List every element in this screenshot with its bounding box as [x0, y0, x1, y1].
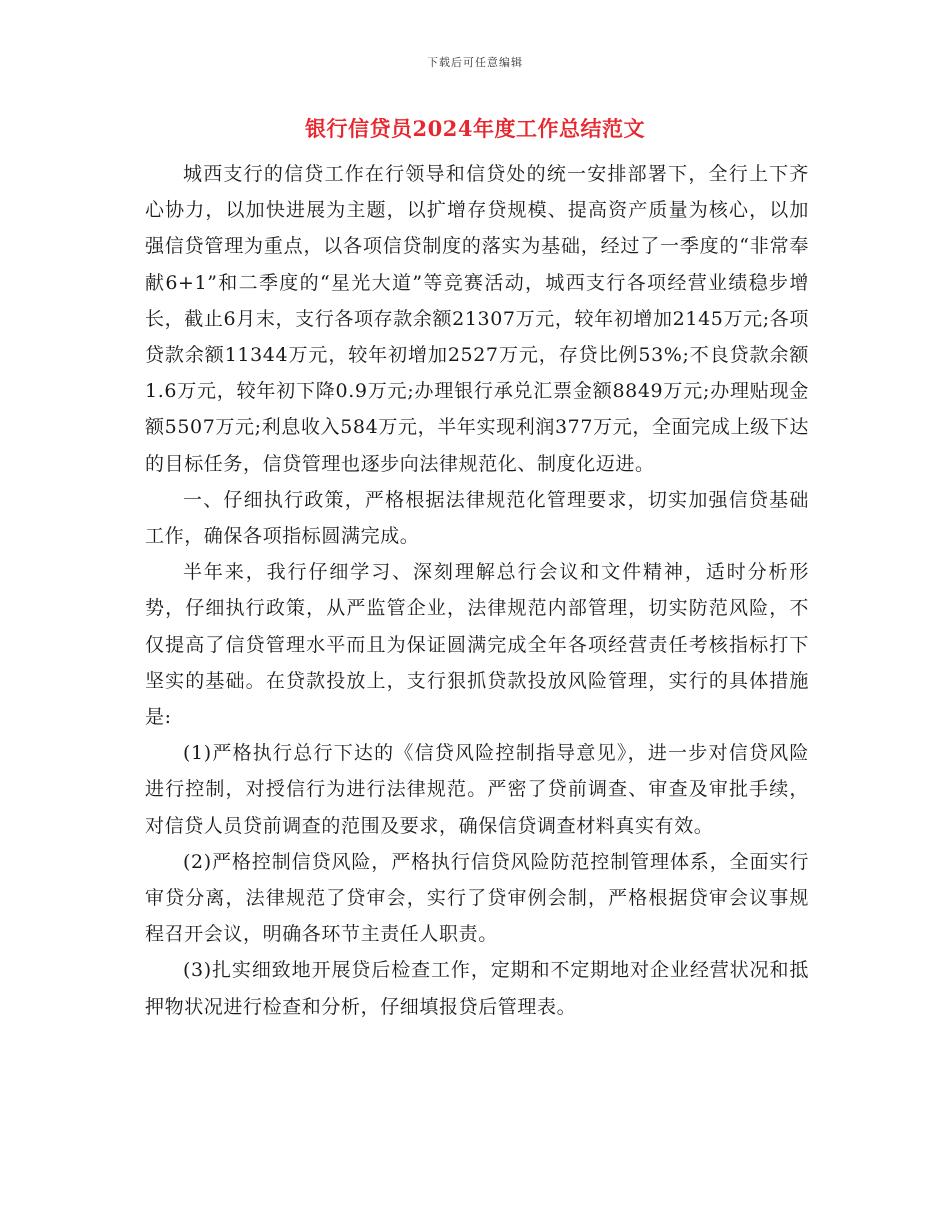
paragraph-section-heading: 一、仔细执行政策，严格根据法律规范化管理要求，切实加强信贷基础工作，确保各项指标圆满完成。	[145, 488, 809, 548]
paragraph-half-year-review: 半年来，我行仔细学习、深刻理解总行会议和文件精神，适时分析形势，仔细执行政策，从严监管企业，法律规范内部管理，切实防范风险，不仅提高了信贷管理水平而且为保证圆满完成全年各项经营责任考核指标打下坚实的基础。在贷款投放上，支行狠抓贷款投放风险管理，实行的具体措施是:	[145, 561, 809, 729]
paragraph-measure-3: (3)扎实细致地开展贷后检查工作，定期和不定期地对企业经营状况和抵押物状况进行检查和分析，仔细填报贷后管理表。	[145, 959, 809, 1018]
paragraph-measure-1: (1)严格执行总行下达的《信贷风险控制指导意见》，进一步对信贷风险进行控制，对授信行为进行法律规范。严密了贷前调查、审查及审批手续，对信贷人员贷前调查的范围及要求，确保信贷调查材料真实有效。	[145, 742, 809, 837]
paragraph-intro: 城西支行的信贷工作在行领导和信贷处的统一安排部署下，全行上下齐心协力，以加快进展为主题，以扩增存贷规模、提高资产质量为核心，以加强信贷管理为重点，以各项信贷制度的落实为基础，经过了一季度的“非常奉献6+1”和二季度的“星光大道”等竞赛活动，城西支行各项经营业绩稳步增长，截止6月末，支行各项存款余额21307万元，较年初增加2145万元;各项贷款余额11344万元，较年初增加2527万元，存贷比例53%;不良贷款余额1.6万元，较年初下降0.9万元;办理银行承兑汇票金额8849万元;办理贴现金额5507万元;利息收入584万元，半年实现利润377万元，全面完成上级下达的目标任务，信贷管理也逐步向法律规范化、制度化迈进。	[145, 163, 809, 475]
document-title: 银行信贷员2024年度工作总结范文	[305, 116, 645, 141]
page-header-note: 下载后可任意编辑	[427, 56, 523, 69]
paragraph-measure-2: (2)严格控制信贷风险，严格执行信贷风险防范控制管理体系，全面实行审贷分离，法律规范了贷审会，实行了贷审例会制，严格根据贷审会议事规程召开会议，明确各环节主责任人职责。	[145, 850, 809, 946]
document-body	[145, 156, 809, 1025]
